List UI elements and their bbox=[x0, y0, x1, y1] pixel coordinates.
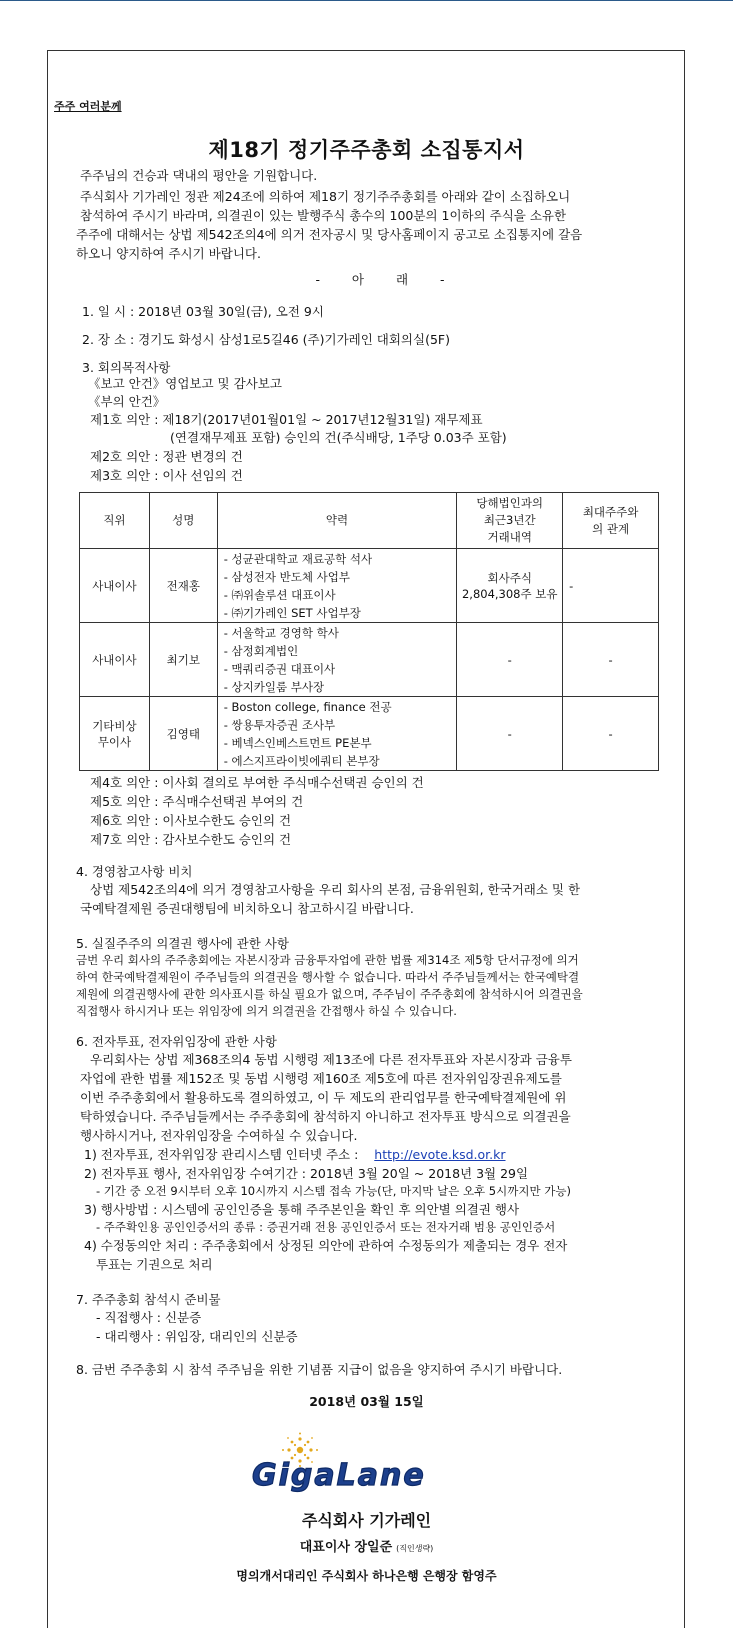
section-6-text: 자업에 관한 법률 제152조 및 동법 시행령 제160조 제5호에 따른 전자위임장권유제도를 bbox=[80, 1071, 562, 1086]
intro-line: 하오니 양지하여 주시기 바랍니다. bbox=[76, 246, 261, 261]
seal-note: (직인생략) bbox=[396, 1544, 434, 1553]
evote-link[interactable]: http://evote.ksd.or.kr bbox=[374, 1147, 506, 1162]
transfer-agent: 명의개서대리인 주식회사 하나은행 은행장 함영주 bbox=[236, 1569, 497, 1583]
section-6-item-3-note: - 주주확인용 공인인증서의 종류 : 증권거래 전용 공인인증서 또는 전자거래 범용 공인인증서 bbox=[96, 1220, 556, 1234]
section-6-text: 이번 주주총회에서 활용하도록 결의하였고, 이 두 제도의 관리업무를 한국예탁결제원에 위 bbox=[80, 1090, 567, 1105]
intro-greeting: 주주님의 건승과 댁내의 평안을 기원합니다. bbox=[80, 168, 318, 183]
col-position: 직위 bbox=[80, 493, 150, 549]
section-5-heading: 5. 실질주주의 의결권 행사에 관한 사항 bbox=[76, 936, 289, 951]
table-row: 사내이사 최기보 - 서울학교 경영학 학사 - 삼정회계법인 - 맥쿼리증권 대표이사 - 상지카일룸 부사장 - - bbox=[80, 623, 659, 697]
agenda-4: 제4호 의안 : 이사회 결의로 부여한 주식매수선택권 승인의 건 bbox=[90, 775, 424, 790]
resolution-heading: 《부의 안건》 bbox=[88, 394, 166, 409]
section-6-item-4-cont: 투표는 기권으로 처리 bbox=[96, 1257, 213, 1272]
section-6-heading: 6. 전자투표, 전자위임장에 관한 사항 bbox=[76, 1034, 277, 1049]
logo-wordmark: GigaLane bbox=[252, 1458, 426, 1493]
meeting-date: 1. 일 시 : 2018년 03월 30일(금), 오전 9시 bbox=[82, 304, 324, 319]
col-career: 약력 bbox=[217, 493, 457, 549]
section-6-item-4: 4) 수정동의안 처리 : 주주총회에서 상정된 의안에 관하여 수정동의가 제출되는 경우 전자 bbox=[84, 1238, 568, 1253]
section-4-heading: 4. 경영참고사항 비치 bbox=[76, 864, 193, 879]
section-4-text: 국예탁결제원 증권대행팀에 비치하오니 참고하시길 바랍니다. bbox=[80, 901, 414, 916]
director-candidates-table bbox=[79, 492, 659, 771]
table-row: 사내이사 전재홍 - 성균관대학교 재료공학 석사 - 삼성전자 반도체 사업부 - ㈜위솔루션 대표이사 - ㈜기가레인 SET 사업부장 회사주식 2,804,308주 보유 - bbox=[80, 549, 659, 623]
section-4-text: 상법 제542조의4에 의거 경영참고사항을 우리 회사의 본점, 금융위원회, 한국거래소 및 한 bbox=[90, 882, 581, 897]
table-header-row bbox=[80, 493, 659, 549]
section-6-text: 행사하시거나, 전자위임장을 수여하실 수 있습니다. bbox=[80, 1128, 358, 1143]
col-transactions: 당해법인과의 최근3년간 거래내역 bbox=[457, 493, 563, 549]
page-title: 제18기 정기주주총회 소집통지서 bbox=[208, 138, 525, 162]
top-rule bbox=[0, 0, 733, 3]
below-heading: - 아 래 - bbox=[315, 272, 445, 287]
notice-date: 2018년 03월 15일 bbox=[309, 1394, 424, 1409]
ceo-signature: 대표이사 장일준 (직인생략) bbox=[299, 1540, 434, 1555]
section-5-text: 금번 우리 회사의 주주총회에는 자본시장과 금융투자업에 관한 법률 제314조 제5항 단서규정에 의거 bbox=[76, 953, 579, 967]
agenda-3: 제3호 의안 : 이사 선임의 건 bbox=[90, 468, 243, 483]
agenda-5: 제5호 의안 : 주식매수선택권 부여의 건 bbox=[90, 794, 304, 809]
agenda-6: 제6호 의안 : 이사보수한도 승인의 건 bbox=[90, 813, 292, 828]
section-7-proxy: - 대리행사 : 위임장, 대리인의 신분증 bbox=[96, 1329, 298, 1344]
section-6-item-3: 3) 행사방법 : 시스템에 공인인증을 통해 주주본인을 확인 후 의안별 의결권 행사 bbox=[84, 1202, 520, 1217]
section-7-direct: - 직접행사 : 신분증 bbox=[96, 1310, 202, 1325]
col-relation: 최대주주와 의 관계 bbox=[563, 493, 659, 549]
section-6-item-2-note: - 기간 중 오전 9시부터 오후 10시까지 시스템 접속 가능(단, 마지막 날은 오후 5시까지만 가능) bbox=[96, 1184, 571, 1198]
agenda-2: 제2호 의안 : 정관 변경의 건 bbox=[90, 449, 243, 464]
meeting-place: 2. 장 소 : 경기도 화성시 삼성1로5길46 (주)기가레인 대회의실(5F) bbox=[82, 332, 450, 347]
section-6-item-1: 1) 전자투표, 전자위임장 관리시스템 인터넷 주소 : http://evote.ksd.or.kr bbox=[84, 1147, 506, 1162]
section-5-text: 하여 한국예탁결제원이 주주님들의 의결권을 행사할 수 없습니다. 따라서 주주님들께서는 한국예탁결 bbox=[76, 970, 580, 984]
agenda-heading: 3. 회의목적사항 bbox=[82, 360, 171, 375]
section-5-text: 제원에 의결권행사에 관한 의사표시를 하실 필요가 없으며, 주주님이 주주총회에 참석하시어 의결권을 bbox=[76, 987, 583, 1001]
company-name: 주식회사 기가레인 bbox=[301, 1511, 432, 1530]
section-6-text: 우리회사는 상법 제368조의4 동법 시행령 제13조에 다른 전자투표와 자본시장과 금융투 bbox=[90, 1052, 572, 1067]
agenda-7: 제7호 의안 : 감사보수한도 승인의 건 bbox=[90, 832, 292, 847]
report-item: 《보고 안건》영업보고 및 감사보고 bbox=[88, 376, 282, 391]
section-6-item-2: 2) 전자투표 행사, 전자위임장 수여기간 : 2018년 3월 20일 ~ 2018년 3월 29일 bbox=[84, 1166, 529, 1181]
section-8: 8. 금번 주주총회 시 참석 주주님을 위한 기념품 지급이 없음을 양지하여 주시기 바랍니다. bbox=[76, 1362, 563, 1377]
section-5-text: 직접행사 하시거나 또는 위임장에 의거 의결권을 간접행사 하실 수 있습니다. bbox=[76, 1004, 457, 1018]
table-row: 기타비상 무이사 김영태 - Boston college, finance 전공 - 쌍용투자증권 조사부 - 베넥스인베스트먼트 PE본부 - 에스지프라이빗에쿼티 본부장 - - bbox=[80, 697, 659, 771]
col-name: 성명 bbox=[149, 493, 217, 549]
intro-line: 주식회사 기가레인 정관 제24조에 의하여 제18기 정기주주총회를 아래와 같이 소집하오니 bbox=[80, 189, 571, 204]
gigalane-logo bbox=[250, 1432, 480, 1500]
intro-line: 주주에 대해서는 상법 제542조의4에 의거 전자공시 및 당사홈페이지 공고로 소집통지에 갈음 bbox=[76, 227, 583, 242]
agenda-1: 제1호 의안 : 제18기(2017년01월01일 ~ 2017년12월31일) 재무제표 bbox=[90, 412, 483, 427]
section-6-text: 탁하였습니다. 주주님들께서는 주주총회에 참석하지 아니하고 전자투표 방식으로 의결권을 bbox=[80, 1109, 571, 1124]
intro-line: 참석하여 주시기 바라며, 의결권이 있는 발행주식 총수의 100분의 1이하의 주식을 소유한 bbox=[80, 208, 567, 223]
greeting: 주주 여러분께 bbox=[54, 100, 122, 113]
section-7-heading: 7. 주주총회 참석시 준비물 bbox=[76, 1292, 221, 1307]
agenda-1-cont: (연결재무제표 포함) 승인의 건(주식배당, 1주당 0.03주 포함) bbox=[170, 430, 507, 445]
